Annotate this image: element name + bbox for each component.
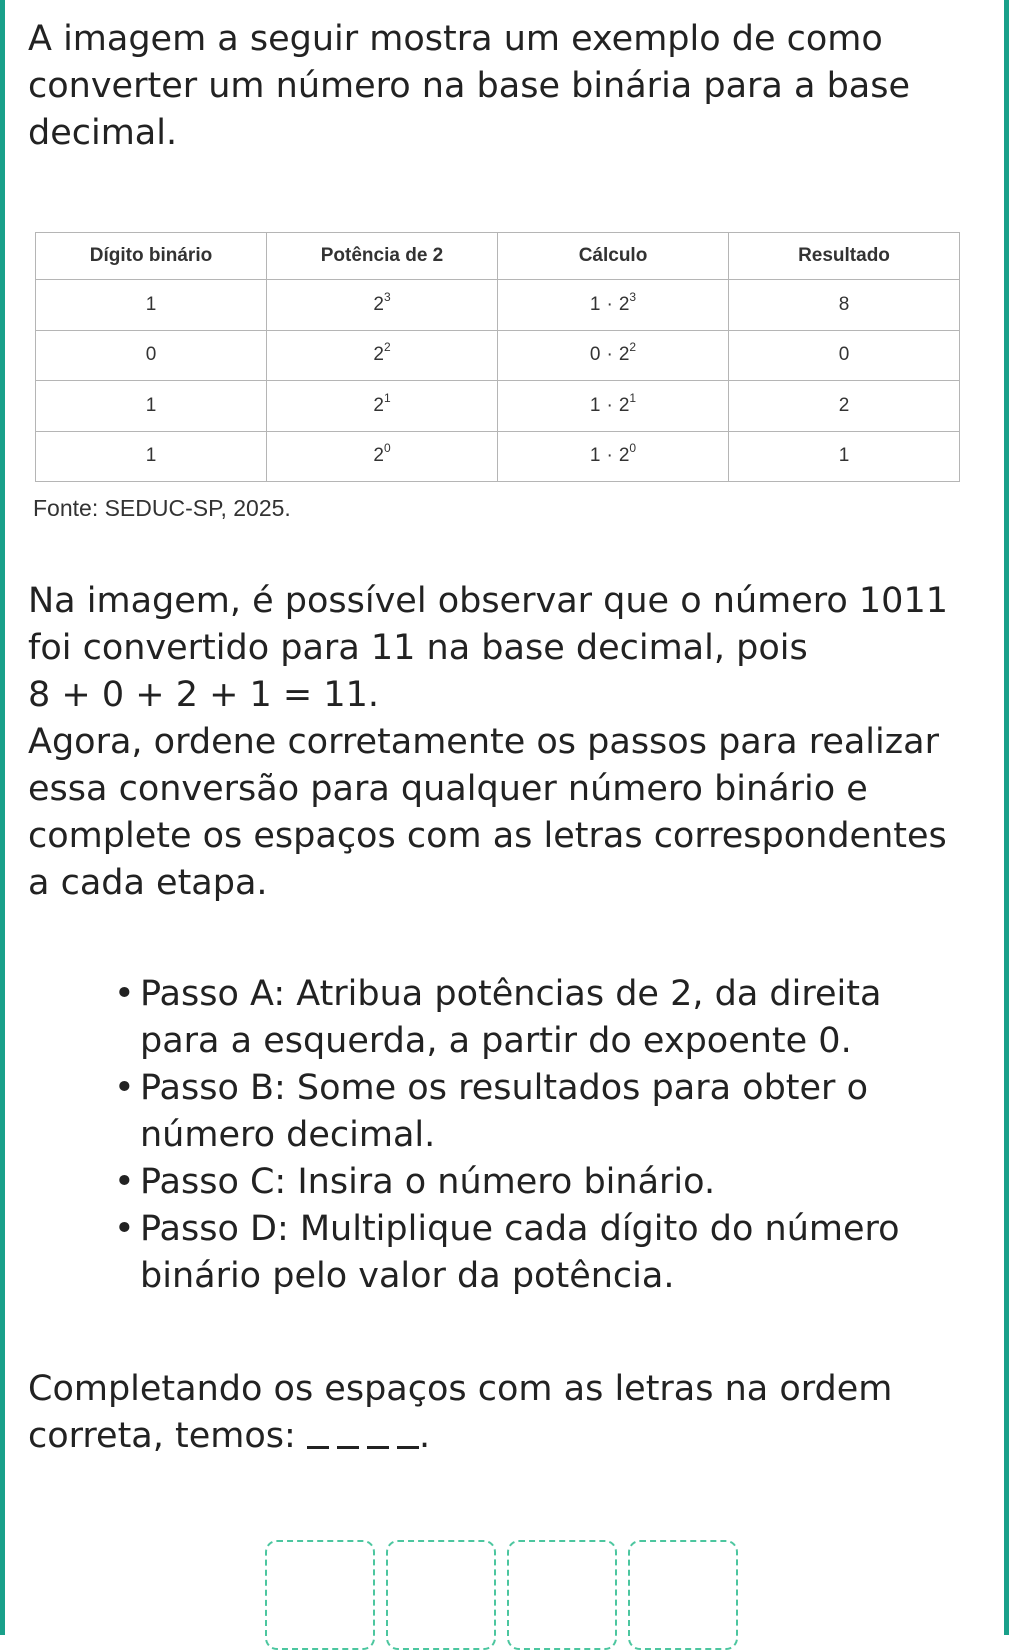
table-row bbox=[36, 381, 960, 432]
result-value: 2 bbox=[838, 394, 850, 416]
table-row bbox=[36, 431, 960, 482]
completion-prompt: Completando os espaços com as letras na ordem correta, temos: bbox=[28, 1369, 893, 1456]
calculation-cell bbox=[498, 381, 729, 432]
answer-box-1[interactable] bbox=[265, 1540, 375, 1650]
result-cell bbox=[729, 280, 960, 331]
answer-box-3[interactable] bbox=[507, 1540, 617, 1650]
multiply-dot: · bbox=[606, 445, 613, 467]
calculation-cell bbox=[498, 330, 729, 381]
power-base: 2 bbox=[373, 344, 384, 366]
result-cell bbox=[729, 330, 960, 381]
power-cell bbox=[267, 280, 498, 331]
calc-base: 2 bbox=[618, 344, 630, 366]
table-row bbox=[36, 330, 960, 381]
calc-exponent: 2 bbox=[629, 340, 637, 355]
header-calculation: Cálculo bbox=[498, 233, 729, 280]
multiply-dot: · bbox=[606, 394, 613, 416]
power-exponent: 2 bbox=[383, 340, 391, 355]
answer-box-4[interactable] bbox=[628, 1540, 738, 1650]
calc-base: 2 bbox=[618, 394, 630, 416]
table-header-row bbox=[36, 233, 960, 280]
answer-blank-4 bbox=[397, 1446, 419, 1449]
explanation-line-2: Agora, ordene corretamente os passos para realizar essa conversão para qualquer número binário e complete os espaços com as letras correspondentes a cada etapa. bbox=[28, 722, 947, 903]
explanation-text bbox=[28, 578, 978, 907]
power-base: 2 bbox=[373, 293, 384, 315]
right-accent-border bbox=[1004, 0, 1009, 1635]
table-row bbox=[36, 280, 960, 331]
calc-digit: 1 bbox=[589, 445, 601, 467]
calc-exponent: 1 bbox=[629, 390, 637, 405]
explanation-equation: 8 + 0 + 2 + 1 = 11. bbox=[28, 675, 380, 715]
result-value: 0 bbox=[838, 344, 850, 366]
calc-base: 2 bbox=[618, 293, 630, 315]
result-value: 8 bbox=[838, 293, 850, 315]
steps-list bbox=[140, 971, 970, 1300]
left-accent-border bbox=[0, 0, 5, 1635]
power-base: 2 bbox=[373, 445, 384, 467]
power-cell bbox=[267, 330, 498, 381]
completion-text bbox=[28, 1366, 978, 1460]
result-cell bbox=[729, 431, 960, 482]
answer-blank-1 bbox=[307, 1446, 329, 1449]
step-b: • Passo B: Some os resultados para obter o número decimal. bbox=[140, 1065, 970, 1159]
binary-digit: 1 bbox=[145, 293, 157, 315]
calc-digit: 1 bbox=[589, 394, 601, 416]
calculation-cell bbox=[498, 431, 729, 482]
power-base: 2 bbox=[373, 394, 384, 416]
binary-digit: 0 bbox=[145, 344, 157, 366]
binary-digit: 1 bbox=[145, 394, 157, 416]
binary-digit-cell bbox=[36, 330, 267, 381]
answer-blank-3 bbox=[367, 1446, 389, 1449]
explanation-line-1: Na imagem, é possível observar que o número 1011 foi convertido para 11 na base decimal, pois bbox=[28, 581, 948, 668]
completion-period: . bbox=[418, 1416, 431, 1456]
binary-digit-cell bbox=[36, 381, 267, 432]
power-exponent: 1 bbox=[383, 390, 391, 405]
intro-text: A imagem a seguir mostra um exemplo de como converter um número na base binária para a base decimal. bbox=[28, 19, 911, 153]
answer-box-2[interactable] bbox=[386, 1540, 496, 1650]
step-a: • Passo A: Atribua potências de 2, da direita para a esquerda, a partir do expoente 0. bbox=[140, 971, 970, 1065]
result-cell bbox=[729, 381, 960, 432]
binary-digit-cell bbox=[36, 431, 267, 482]
power-exponent: 0 bbox=[383, 441, 391, 456]
power-cell bbox=[267, 381, 498, 432]
step-c: • Passo C: Insira o número binário. bbox=[140, 1159, 970, 1206]
calc-exponent: 3 bbox=[629, 289, 637, 304]
step-d: • Passo D: Multiplique cada dígito do número binário pelo valor da potência. bbox=[140, 1206, 970, 1300]
binary-digit-cell bbox=[36, 280, 267, 331]
result-value: 1 bbox=[838, 445, 850, 467]
source-caption: Fonte: SEDUC-SP, 2025. bbox=[33, 495, 291, 521]
multiply-dot: · bbox=[606, 293, 613, 315]
power-cell bbox=[267, 431, 498, 482]
calculation-cell bbox=[498, 280, 729, 331]
header-result: Resultado bbox=[729, 233, 960, 280]
calc-digit: 0 bbox=[589, 344, 601, 366]
calc-base: 2 bbox=[618, 445, 630, 467]
conversion-table bbox=[35, 232, 960, 482]
power-exponent: 3 bbox=[383, 289, 391, 304]
calc-digit: 1 bbox=[589, 293, 601, 315]
binary-digit: 1 bbox=[145, 445, 157, 467]
answer-blank-2 bbox=[337, 1446, 359, 1449]
header-binary-digit: Dígito binário bbox=[36, 233, 267, 280]
multiply-dot: · bbox=[606, 344, 613, 366]
header-power-of-two: Potência de 2 bbox=[267, 233, 498, 280]
calc-exponent: 0 bbox=[629, 441, 637, 456]
